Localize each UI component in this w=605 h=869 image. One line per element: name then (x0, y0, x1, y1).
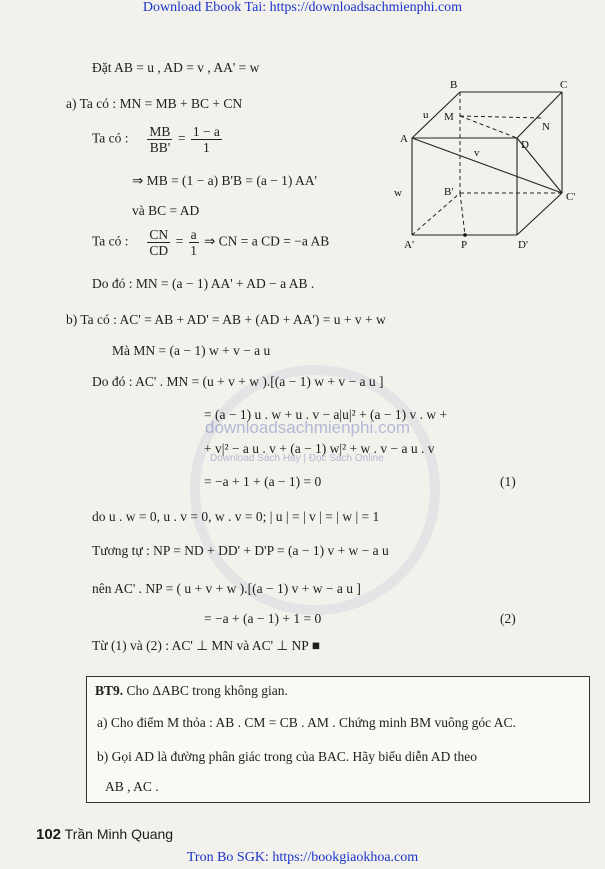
svg-text:M: M (444, 111, 454, 123)
equation-number-2: (2) (500, 611, 516, 626)
line-conditions: do u . w = 0, u . v = 0, w . v = 0; | u | = | v | = | w | = 1 (92, 509, 380, 524)
svg-text:w: w (394, 187, 402, 199)
line-result-2: = −a + (a − 1) + 1 = 0 (204, 611, 322, 626)
cube-figure (390, 78, 590, 258)
line-ratio-cn: Ta có : $\frac{CN}{CD}$ = $\frac{a}{1}$ ⇒ CN = a CD = −a AB (92, 227, 330, 258)
svg-text:D: D (521, 139, 529, 151)
line-ma-mn: Mà MN = (a − 1) w + v − a u (112, 343, 271, 358)
line-mn-result: Do đó : MN = (a − 1) AA' + AD − a AB . (92, 276, 315, 291)
line-expand-1: = (a − 1) u . w + u . v − a|u|² + (a − 1) v . w + (204, 407, 448, 422)
watermark-site: downloadsachmienphi.com (205, 418, 411, 437)
edge-ab-hidden (412, 193, 460, 235)
line-part-a: a) Ta có : MN = MB + BC + CN (66, 96, 243, 111)
line-dot-product: Do đó : AC' . MN = (u + v + w ).[(a − 1) w + v − a u ] (92, 374, 384, 389)
author-name: Trần Minh Quang (64, 826, 174, 842)
line-define: Đặt AB = u , AD = v , AA' = w (92, 60, 260, 75)
footer-link[interactable]: Tron Bo SGK: https://bookgiaokhoa.com (186, 850, 419, 865)
exercise-part-b: b) Gọi AD là đường phân giác trong của BAC. Hãy biểu diễn AD theo (97, 749, 478, 764)
page-footer (36, 826, 173, 843)
fraction-a-1: $\frac{a}{1}$ (190, 227, 197, 258)
line-expand-2: + v|² − a u . v + (a − 1) w|² + w . v − a u . v (204, 441, 435, 456)
segment-mn (460, 116, 542, 118)
watermark-circle (190, 365, 440, 615)
exercise-box (86, 676, 590, 803)
svg-text:N: N (542, 121, 550, 133)
exercise-title: BT9. Cho ΔABC trong không gian. (95, 683, 288, 698)
line-bc-ad: và BC = AD (132, 203, 200, 218)
svg-text:A: A (400, 133, 408, 145)
fraction-1-a: $\frac{1 - a}{1}$ (192, 124, 220, 155)
page-number: 102 (36, 826, 62, 843)
line-conclusion: Từ (1) và (2) : AC' ⊥ MN và AC' ⊥ NP ■ (92, 638, 320, 653)
line-ac-np: nên AC' . NP = ( u + v + w ).[(a − 1) v + w − a u ] (92, 581, 361, 596)
exercise-part-a: a) Cho điểm M thỏa : AB . CM = CB . AM . Chứng minh BM vuông góc AC. (97, 715, 516, 730)
svg-text:B': B' (444, 186, 454, 198)
exercise-part-b-cont: AB , AC . (105, 779, 159, 794)
line-ratio-mb: Ta có : $\frac{MB}{BB'}$ = $\frac{1 - a}{1}$ (92, 124, 220, 155)
line-mb-result: ⇒ MB = (1 − a) B'B = (a − 1) AA' (132, 173, 317, 188)
svg-text:C: C (560, 79, 568, 91)
segment-md (460, 116, 517, 138)
svg-text:D': D' (518, 239, 528, 251)
line-result-1: = −a + 1 + (a − 1) = 0 (204, 474, 322, 489)
segment-bp (460, 193, 465, 235)
fraction-cn-cd: $\frac{CN}{CD}$ (149, 227, 169, 258)
watermark-tagline: Download Sách Hay | Đọc Sách Online (210, 453, 384, 464)
line-np: Tương tự : NP = ND + DD' + D'P = (a − 1) v + w − a u (92, 543, 389, 558)
line-part-b: b) Ta có : AC' = AB + AD' = AB + (AD + AA') = u + v + w (66, 312, 386, 327)
svg-text:u: u (423, 109, 429, 121)
fraction-mb-bb: $\frac{MB}{BB'}$ (149, 124, 171, 155)
label-ta-co: Ta có : (92, 130, 129, 146)
header-link[interactable]: Download Ebook Tai: https://downloadsachmienphi.com (142, 0, 463, 15)
equation-number-1: (1) (500, 474, 516, 489)
svg-text:C': C' (566, 191, 576, 203)
edge-cd (517, 92, 562, 138)
label-ta-co-2: Ta có : (92, 233, 129, 249)
edge-dc-bottom (517, 193, 562, 235)
svg-text:A': A' (404, 239, 414, 251)
svg-text:v: v (474, 147, 480, 159)
svg-text:P: P (461, 239, 468, 251)
svg-text:B: B (450, 79, 458, 91)
